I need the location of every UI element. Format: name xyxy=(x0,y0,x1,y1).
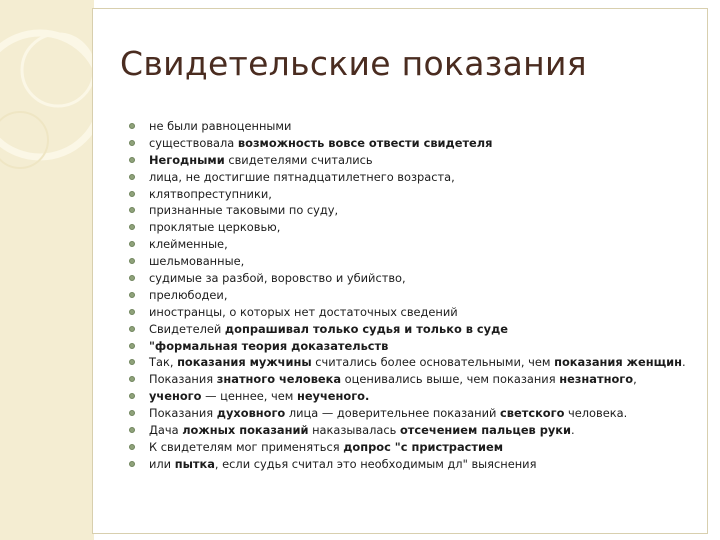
bullet-text-bold: ложных показаний xyxy=(182,423,309,438)
bullet-text: иностранцы, о которых нет достаточных сведений xyxy=(149,304,458,319)
bullet-item xyxy=(128,405,688,422)
bullet-marker-icon xyxy=(129,427,135,433)
bullet-text: , xyxy=(633,372,637,387)
bullet-text-bold: показания женщин xyxy=(554,355,683,370)
bullet-text-bold: Негодными xyxy=(149,152,225,167)
bullet-text: признанные таковыми по суду, xyxy=(149,203,339,218)
bullet-text-bold: возможность вовсе отвести свидетеля xyxy=(237,135,493,150)
bullet-marker-icon xyxy=(129,410,135,416)
bullet-item xyxy=(128,439,688,456)
bullet-marker-icon xyxy=(129,393,135,399)
bullet-text: К свидетелям мог применяться xyxy=(149,439,344,454)
bullet-text-bold: показания мужчины xyxy=(177,355,312,370)
bullet-marker-icon xyxy=(129,359,135,365)
bullet-marker-icon xyxy=(129,292,135,298)
bullet-marker-icon xyxy=(129,444,135,450)
bullet-text-bold: неученого. xyxy=(296,389,370,404)
bullet-text-bold: духовного xyxy=(216,406,286,421)
bullet-marker-icon xyxy=(129,461,135,467)
decorative-circles-graphic xyxy=(0,0,94,540)
bullet-text-bold: пытка xyxy=(174,456,215,471)
bullet-text: проклятые церковью, xyxy=(149,220,281,235)
bullet-text-bold: незнатного xyxy=(559,372,634,387)
bullet-marker-icon xyxy=(129,343,135,349)
bullet-marker-icon xyxy=(129,258,135,264)
bullet-text: свидетелями считались xyxy=(224,152,373,167)
bullet-item xyxy=(128,338,688,355)
bullet-item xyxy=(128,118,688,135)
bullet-text: не были равноценными xyxy=(149,119,292,133)
bullet-item xyxy=(128,236,688,253)
bullet-marker-icon xyxy=(129,174,135,180)
bullet-text: клятвопреступники, xyxy=(149,186,272,201)
bullet-text: человека. xyxy=(564,406,628,421)
bullet-text: считались более основательными, чем xyxy=(311,355,555,370)
bullet-marker-icon xyxy=(129,207,135,213)
bullet-item xyxy=(128,169,688,186)
bullet-text: Показания xyxy=(149,372,217,387)
bullet-marker-icon xyxy=(129,326,135,332)
bullet-text: Так, xyxy=(149,355,178,370)
bullet-marker-icon xyxy=(129,241,135,247)
bullet-text: . xyxy=(571,423,575,438)
bullet-text-bold: допрашивал только судья и только в суде xyxy=(224,321,509,336)
bullet-item xyxy=(128,219,688,236)
bullet-text: клейменные, xyxy=(149,237,228,252)
bullet-text: оценивались выше, чем показания xyxy=(341,372,560,387)
bullet-marker-icon xyxy=(129,309,135,315)
bullet-text-bold: допрос "с пристрастием xyxy=(343,439,504,454)
bullet-marker-icon xyxy=(129,191,135,197)
bullet-text: . xyxy=(682,355,686,370)
bullet-item xyxy=(128,253,688,270)
bullet-marker-icon xyxy=(129,157,135,163)
bullet-text: судимые за разбой, воровство и убийство, xyxy=(149,271,406,286)
bullet-text: Свидетелей xyxy=(149,321,225,336)
slide-title: Свидетельские показания xyxy=(120,44,587,83)
bullet-text: , если судья считал это необходимым дл" выяснения xyxy=(214,456,537,471)
bullet-item xyxy=(128,304,688,321)
bullet-marker-icon xyxy=(129,123,135,129)
bullet-text: существовала xyxy=(149,135,238,150)
bullet-text: или xyxy=(149,456,175,471)
bullet-text: лица — доверительнее показаний xyxy=(285,406,501,421)
bullet-item xyxy=(128,422,688,439)
bullet-marker-icon xyxy=(129,140,135,146)
bullet-item xyxy=(128,354,688,371)
bullet-text: наказывалась xyxy=(308,423,400,438)
bullet-item xyxy=(128,456,688,473)
bullet-text-bold: "формальная теория доказательств xyxy=(149,338,389,353)
bullet-list xyxy=(128,118,688,473)
bullet-marker-icon xyxy=(129,275,135,281)
bullet-item xyxy=(128,321,688,338)
bullet-marker-icon xyxy=(129,224,135,230)
decorative-side-panel xyxy=(0,0,94,540)
bullet-item xyxy=(128,388,688,405)
bullet-item xyxy=(128,135,688,152)
bullet-item xyxy=(128,186,688,203)
bullet-item xyxy=(128,202,688,219)
bullet-marker-icon xyxy=(129,376,135,382)
bullet-item xyxy=(128,270,688,287)
bullet-text: лица, не достигшие пятнадцатилетнего возраста, xyxy=(149,169,455,184)
bullet-text-bold: светского xyxy=(500,406,565,421)
bullet-text: Дача xyxy=(149,423,183,438)
bullet-text: прелюбодеи, xyxy=(149,287,228,302)
bullet-text-bold: ученого xyxy=(149,389,202,404)
bullet-text: — ценнее, чем xyxy=(201,389,297,404)
bullet-text-bold: отсечением пальцев руки xyxy=(399,423,572,438)
bullet-text: шельмованные, xyxy=(149,254,245,269)
bullet-text-bold: знатного человека xyxy=(216,372,342,387)
bullet-item xyxy=(128,287,688,304)
bullet-item xyxy=(128,371,688,388)
bullet-text: Показания xyxy=(149,406,217,421)
bullet-item xyxy=(128,152,688,169)
